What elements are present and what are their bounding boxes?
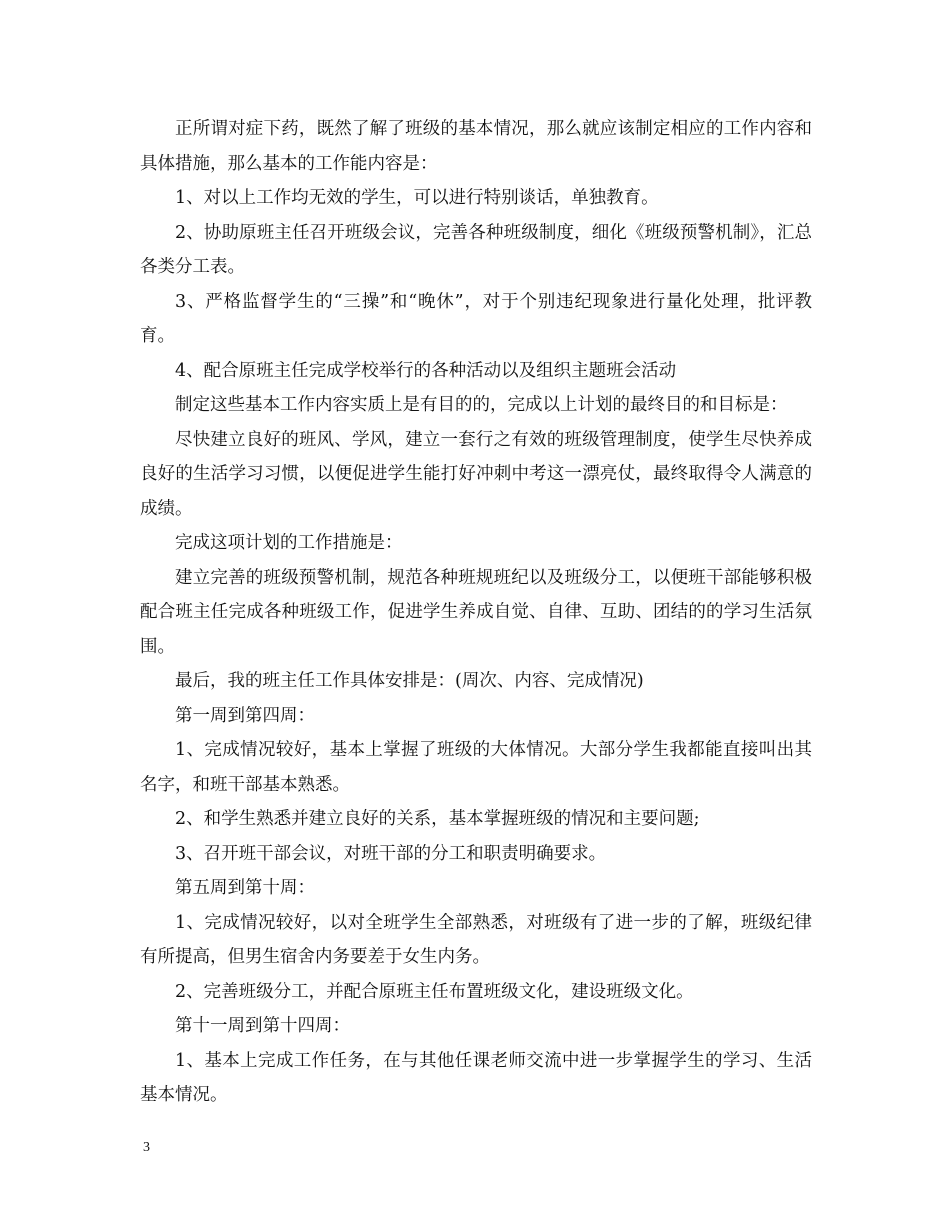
document-body bbox=[140, 112, 812, 1113]
paragraph: 正所谓对症下药，既然了解了班级的基本情况，那么就应该制定相应的工作内容和具体措施，那么基本的工作能内容是： bbox=[140, 119, 812, 174]
paragraph: 最后，我的班主任工作具体安排是：(周次、内容、完成情况) bbox=[175, 671, 644, 691]
paragraph: 完成这项计划的工作措施是： bbox=[175, 533, 403, 553]
paragraph: 2、和学生熟悉并建立良好的关系，基本掌握班级的情况和主要问题; bbox=[175, 809, 700, 829]
paragraph: 3、召开班干部会议，对班干部的分工和职责明确要求。 bbox=[175, 843, 607, 864]
section-heading: 第五周到第十周： bbox=[175, 878, 315, 898]
paragraph: 建立完善的班级预警机制，规范各种班规班纪以及班级分工，以便班干部能够积极配合班主任完成各种班级工作，促进学生养成自觉、自律、互助、团结的的学习生活氛围。 bbox=[140, 567, 812, 657]
paragraph: 1、对以上工作均无效的学生，可以进行特别谈话，单独教育。 bbox=[175, 188, 659, 208]
paragraph: 4、配合原班主任完成学校举行的各种活动以及组织主题班会活动 bbox=[175, 360, 677, 381]
section-heading: 第十一周到第十四周： bbox=[175, 1016, 350, 1036]
paragraph: 尽快建立良好的班风、学风，建立一套行之有效的班级管理制度，使学生尽快养成良好的生活学习习惯，以便促进学生能打好冲刺中考这一漂亮仗，最终取得令人满意的成绩。 bbox=[140, 429, 812, 519]
paragraph: 制定这些基本工作内容实质上是有目的的，完成以上计划的最终目的和目标是： bbox=[175, 395, 788, 415]
section-heading: 第一周到第四周： bbox=[175, 705, 315, 726]
paragraph: 2、协助原班主任召开班级会议，完善各种班级制度，细化《班级预警机制》，汇总各类分工表。 bbox=[140, 222, 812, 277]
paragraph: 1、完成情况较好，基本上掌握了班级的大体情况。大部分学生我都能直接叫出其名字，和班干部基本熟悉。 bbox=[140, 740, 812, 795]
page-number: 3 bbox=[143, 1140, 150, 1155]
paragraph: 2、完善班级分工，并配合原班主任布置班级文化，建设班级文化。 bbox=[175, 981, 694, 1002]
paragraph: 1、基本上完成工作任务，在与其他任课老师交流中进一步掌握学生的学习、生活基本情况。 bbox=[140, 1050, 812, 1105]
paragraph: 3、严格监督学生的“三操”和“晚休”，对于个别违纪现象进行量化处理，批评教育。 bbox=[140, 291, 812, 346]
paragraph: 1、完成情况较好，以对全班学生全部熟悉，对班级有了进一步的了解，班级纪律有所提高，但男生宿舍内务要差于女生内务。 bbox=[140, 912, 812, 967]
